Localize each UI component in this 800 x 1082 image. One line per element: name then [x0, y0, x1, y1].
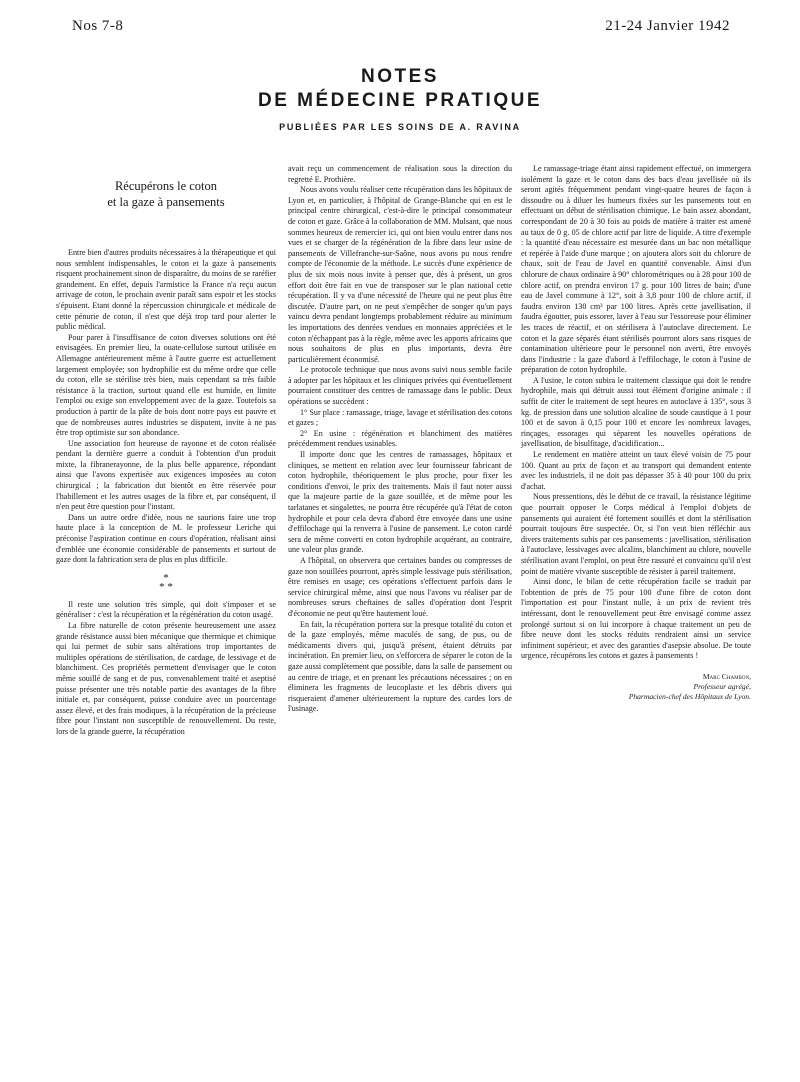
- section-separator: * * *: [159, 571, 173, 593]
- paragraph: La fibre naturelle de coton présente heureusement une assez grande résistance aussi bien mécanique que thermique et chimique qui lui permet de subir sans altérations trop importantes de multiples opérations de stérilisation, de cardage, de lessivage et de blanchiment. Ces propriétés permettent d'envisager que le coton même souillé de sang et de pus, convenablement traité et aseptisé puisse présenter une très notable partie des avantages de la fibre initiale et, par conséquent, puisse conduire avec un pourcentage assez élevé, et des frais modiques, à la récupération de la précieuse fibre pour l'instant non susceptible de renouvellement. Du reste, lors de la grande guerre, la récupération: [56, 621, 276, 736]
- journal-title-line2: DE MÉDECINE PRATIQUE: [257, 90, 542, 111]
- paragraph: En fait, la récupération portera sur la presque totalité du coton et de la gaze employés, même maculés de sang, de pus, ou de médicaments divers qui, jusqu'à présent, étaient détruits par incinération. En premier lieu, on s'efforcera de séparer le coton de la gaze aussi complètement que possible, dans la salle de pansement ou au centre de triage, et en prenant les précautions nécessaires ; on en éliminera les fragments de leucoplaste et les débris divers qui risqueraient d'amener ultérieurement la rupture des cardes lors de l'usinage.: [288, 619, 512, 714]
- paragraph: Nous avons voulu réaliser cette récupération dans les hôpitaux de Lyon et, en particulier, à l'hôpital de Grange-Blanche qui en est le principal centre chirurgical, c'est-à-dire le principal consommateur de coton et gaze. Grâce à la collaboration de MM. Mulsant, que nous sommes heureux de remercier ici, qui ont bien voulu entrer dans nos vues et se charger de la régénération de la fibre dans leur usine de pansements de Villefranche-sur-Saône, nous avons pu nous rendre compte de l'économie de la méthode. Le succès d'une expérience de plus de six mois nous invite à penser que, dès à présent, un gros effort doit être fait en vue de transposer sur le plan national cette récupération. Il y va d'une nécessité de l'heure qui ne peut plus être discutée. D'autre part, on ne peut s'empêcher de songer qu'un pays vaincu devra pendant longtemps probablement réduire au minimum les importations des denrées vendues en monnaies appréciées et le coton n'échappant pas à la règle, même avec les apports africains que nous souhaitons de plus en plus importants, devra être particulièrement économisé.: [288, 185, 512, 364]
- journal-subtitle: PUBLIÉES PAR LES SOINS DE A. RAVINA: [279, 122, 521, 132]
- signature-name: Marc Chambon,: [702, 671, 751, 681]
- paragraph: A l'usine, le coton subira le traitement classique qui doit le rendre hydrophile, mais qui détruit aussi tout élément d'origine animale : il suffit de citer le traitement de sept heures en autoclave à 135°, sous 3 kg. de pression dans une solution alcaline de soude caustique à 1 pour 100 et de savon à 0,15 pour 100 et encore les nombreux lavages, rinçages, essorages qui séparent les nouvelles opérations de javellisation, de bisulfitage, d'acidification...: [521, 375, 751, 449]
- signature-title: Professeur agrégé,: [693, 681, 751, 691]
- paragraph: A l'hôpital, on observera que certaines bandes ou compresses de gaze non souillées pourront, après simple lessivage puis stérilisation, être remises en usage; ces opérations s'effectuent parfois dans le service chirurgical même, ainsi que nous l'avons vu réaliser par de nombreuses sœurs cheftaines de salles d'opération dont l'esprit d'économie ne peut qu'être hautement loué.: [288, 555, 512, 618]
- article-title-line2: et la gaze à pansements: [107, 195, 225, 209]
- issue-number: Nos 7-8: [72, 18, 124, 34]
- paragraph: Dans un autre ordre d'idée, nous ne saurions faire une trop haute place à la conception de M. le professeur Leriche qui préconise l'aspiration continue en cours d'opération, réalisant ainsi d'emblée une économie considérable de pansements et surtout de gaze dont la fabrication sera de plus en plus difficile.: [56, 512, 276, 565]
- column-3: [521, 164, 751, 702]
- paragraph: Le rendement en matière atteint un taux élevé voisin de 75 pour 100. Quant au prix de façon et au transport qui demandent entente avec les industriels, il ne doit pas dépasser 35 à 40 pour 100 du prix d'achat.: [521, 450, 751, 491]
- paragraph: Entre bien d'autres produits nécessaires à la thérapeutique et qui nous semblent indispensables, le coton et la gaze à pansements risquent prochainement sinon de disparaître, du moins de se raréfier grandement. En effet, depuis l'armistice la France n'a reçu aucun arrivage de coton, le prochain avenir paraît sans espoir et les stocks s'épuisent. Etant donné la répercussion chirurgicale et médicale de cette pénurie de coton, il n'est que déjà trop tard pour alerter le public médical.: [56, 248, 276, 332]
- paragraph: Nous pressentions, dès le début de ce travail, la résistance légitime que pourrait opposer le Corps médical à l'emploi d'objets de pansements qui auraient été fortement souillés et dont la stérilisation pourrait toujours être suspectée. Or, si l'on veut bien réfléchir aux divers traitements subis par ces pansements : javellisation, stérilisation à l'autoclave, lessivages avec alcalins, blanchiment au chlore, nouvelle stérilisation avant l'emploi, on peut être rassuré et convaincu qu'il n'est point de matière vivante susceptible de résister à pareil traitement.: [521, 492, 751, 576]
- paragraph: Il importe donc que les centres de ramassages, hôpitaux et cliniques, se mettent en relation avec leur fournisseur fabricant de coton hydrophile, théoriquement le plus proche, pour fixer les conditions d'envoi, le prix des traitements. Mais il faut noter aussi que la majeure partie de la gaze souillée, et de même pour les tarlatanes et singalettes, ne pourra être récupérée qu'à l'état de coton hydrophile et pour cela devra d'abord être envoyée dans une usine d'effilochage qui la renverra à l'usine de pansement. Le coton cardé sera de même converti en coton hydrophile acquérant, au contraire, une valeur plus grande.: [288, 450, 512, 555]
- paragraph: Il reste une solution très simple, qui doit s'imposer et se généraliser : c'est la récupération et la régénération du coton usagé.: [56, 599, 276, 620]
- column-2: [288, 164, 512, 715]
- signature: [521, 672, 751, 702]
- paragraph: avait reçu un commencement de réalisation sous la direction du regretté E. Prothière.: [288, 164, 512, 184]
- paragraph: Ainsi donc, le bilan de cette récupération facile se traduit par l'obtention de près de 75 pour 100 d'une fibre de coton dont l'importation est pour l'instant nulle, à un prix de revient très intéressant, dont le renouvellement peut être envisagé comme assez prolongé surtout si on lui incorpore à chaque traitement un peu de fibre neuve dont les stocks réduits rendraient ainsi un service infiniment supérieur, et avec des garanties d'asepsie absolue. De toute urgence, récupérons les cotons et gazes à pansements !: [521, 577, 751, 661]
- issue-date: 21-24 Janvier 1942: [605, 18, 730, 34]
- article-title-line1: Récupérons le coton: [114, 179, 218, 193]
- paragraph: 2° En usine : régénération et blanchiment des matières précédemment rendues usinables.: [288, 428, 512, 449]
- column-1: [56, 164, 276, 738]
- journal-title-line1: NOTES: [361, 66, 439, 87]
- paragraph: Une association fort heureuse de rayonne et de coton réalisée pendant la dernière guerre a conduit à l'obtention d'un produit mixte, la fibranerayonne, de la plus belle apparence, répondant ainsi que l'avons expertisée aux exigences imposées au coton chirurgical ; la fabrication dut bientôt en être réservée pour l'habillement et les autres usages de la fibre et, par conséquent, il n'en peut être question pour l'instant.: [56, 438, 276, 512]
- paragraph: Le ramassage-triage étant ainsi rapidement effectué, on immergera isolément la gaze et le coton dans des bacs d'eau javellisée où ils seront agités fréquemment pendant vingt-quatre heures de façon à dissoudre ou à diluer les humeurs fixées sur les pansements tout en effectuant un début de stérilisation chimique. Le bain assez abondant, correspondant de 20 à 30 fois au poids de matière à traiter est amené au taux de 0 g. 05 de chlore actif par litre de liquide. A titre d'exemple : la quantité d'eau nécessaire est mesurée dans un bac non métallique et repérée à l'aide d'une marque ; on ajoutera alors soit du chlorure de chaux, soit de l'eau de Javel en quantité convenable. Ainsi d'un chlorure de chaux ordinaire à 90° chlorométriques ou à 28 pour 100 de chlore actif, on prendra environ 17 g. pour 100 litres de bain; d'une eau de Javel commune à 12°, soit à 3,8 pour 100 de chlore actif, il faudra environ 130 cm³ par 100 litres. Après cette javellisation, il faudra égoutter, puis essorer, laver à l'eau sur l'essoreuse pour éliminer les traces de réactif, et on stérilisera à l'autoclave directement. Le coton et la gaze séparés étant stérilisés pourront alors sans risques de contamination ultérieure pour le personnel non averti, être envoyés dans l'industrie : la gaze d'abord à l'effilochage, le coton à l'usine de préparation de coton hydrophile.: [521, 164, 751, 375]
- paragraph: Le protocole technique que nous avons suivi nous semble facile à adopter par les hôpitaux et les cliniques privées qui éventuellement pourraient constituer des centres de ramassage dans le public. Deux opérations se succèdent :: [288, 365, 512, 407]
- paragraph: Pour parer à l'insuffisance de coton diverses solutions ont été envisagées. En premier lieu, la ouate-cellulose surtout utilisée en Allemagne antérieurement même à l'autre guerre est actuellement largement employée; son hydrophilie est du même ordre que celle du coton, elle se stérilise très bien, mais cependant sa très faible résistance à la traction, surtout quand elle est humide, en limite l'emploi ou exige son enveloppement avec de la gaze. Toutefois sa production à partir de la pâte de bois dont notre pays est pauvre et que de nombreuses autres industries se disputent, invite à ne pas être trop optimiste sur son abondance.: [56, 332, 276, 438]
- signature-affiliation: Pharmacien-chef des Hôpitaux de Lyon.: [628, 691, 751, 701]
- paragraph: 1° Sur place : ramassage, triage, lavage et stérilisation des cotons et gazes ;: [288, 407, 512, 428]
